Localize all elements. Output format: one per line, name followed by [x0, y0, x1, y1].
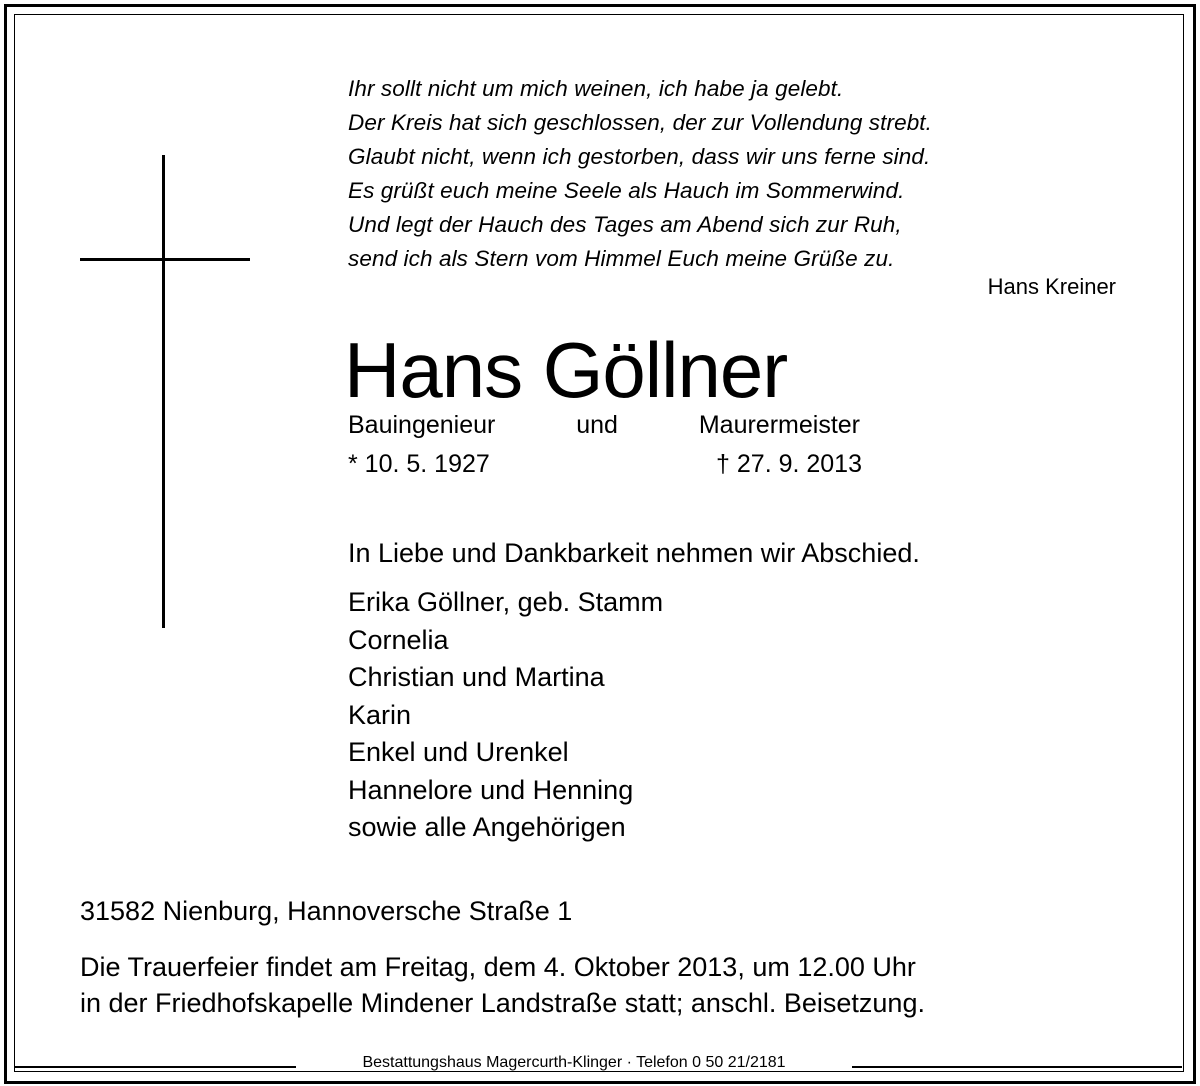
poem-line: Und legt der Hauch des Tages am Abend sich zur Ruh,	[348, 212, 902, 237]
mourner-item: sowie alle Angehörigen	[348, 812, 626, 842]
mourners-list	[348, 584, 663, 847]
profession-word: Bauingenieur	[348, 411, 496, 439]
poem-line: Es grüßt euch meine Seele als Hauch im Sommerwind.	[348, 178, 905, 203]
life-dates	[348, 447, 862, 481]
profession-word: Maurermeister	[698, 411, 860, 439]
death-date: † 27. 9. 2013	[716, 450, 862, 478]
poem	[348, 72, 1128, 276]
cross-vertical-bar	[162, 155, 165, 628]
deceased-profession	[348, 408, 860, 442]
funeral-service-info	[80, 949, 925, 1021]
poem-line: Glaubt nicht, wenn ich gestorben, dass wir uns ferne sind.	[348, 144, 931, 169]
deceased-name: Hans Göllner	[344, 326, 788, 414]
footer-rule	[14, 1066, 296, 1068]
poem-line: Der Kreis hat sich geschlossen, der zur Vollendung strebt.	[348, 110, 933, 135]
birth-date: * 10. 5. 1927	[348, 450, 490, 478]
funeral-home-footer: Bestattungshaus Magercurth-Klinger · Telefon 0 50 21/2181	[362, 1054, 786, 1071]
service-line: in der Friedhofskapelle Mindener Landstraße statt; anschl. Beisetzung.	[80, 988, 925, 1018]
poem-author: Hans Kreiner	[987, 274, 1116, 299]
farewell-text: In Liebe und Dankbarkeit nehmen wir Abschied.	[348, 538, 920, 568]
cross-horizontal-bar	[80, 258, 250, 261]
mourner-item: Hannelore und Henning	[348, 774, 634, 805]
poem-line: Ihr sollt nicht um mich weinen, ich habe ja gelebt.	[348, 76, 844, 101]
profession-word: und	[576, 411, 618, 439]
mourner-item: Enkel und Urenkel	[348, 737, 569, 767]
mourner-item: Christian und Martina	[348, 662, 605, 692]
mourner-item: Karin	[348, 699, 412, 730]
footer-rule	[852, 1066, 1182, 1068]
mourner-item: Cornelia	[348, 624, 449, 655]
service-line: Die Trauerfeier findet am Freitag, dem 4. Oktober 2013, um 12.00 Uhr	[80, 952, 916, 982]
poem-line: send ich als Stern vom Himmel Euch meine Grüße zu.	[348, 246, 895, 271]
mourner-item: Erika Göllner, geb. Stamm	[348, 587, 664, 617]
family-address: 31582 Nienburg, Hannoversche Straße 1	[80, 896, 573, 926]
